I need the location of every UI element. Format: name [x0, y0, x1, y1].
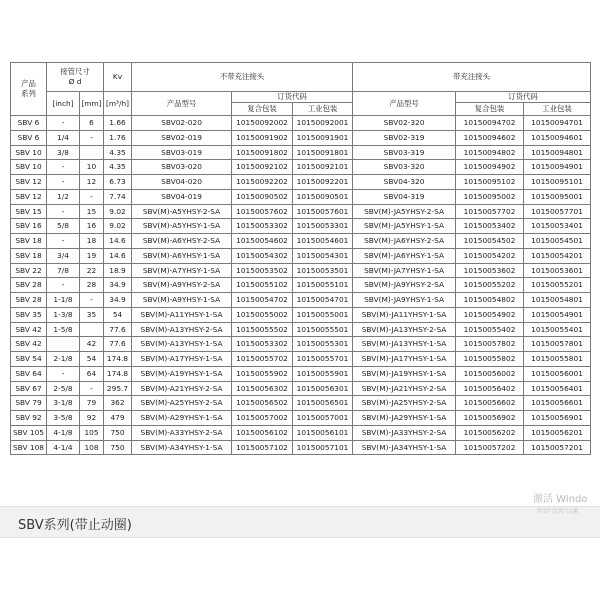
header-pipe-size: 接管尺寸 Ø d	[47, 63, 104, 92]
cell-multi-pack-no-port: 10150090502	[232, 189, 293, 204]
cell-inch: 4-1/8	[47, 425, 80, 440]
cell-multi-pack-with-port: 10150054902	[456, 307, 524, 322]
table-row	[11, 130, 591, 145]
cell-mm: 15	[80, 204, 104, 219]
cell-inch: 2-5/8	[47, 381, 80, 396]
table-row	[11, 204, 591, 219]
cell-mm: 42	[80, 337, 104, 352]
cell-mm: 64	[80, 366, 104, 381]
cell-model-no-port: SBV(M)-A6YHSY-2-SA	[132, 234, 232, 249]
cell-industrial-pack-no-port: 10150092201	[293, 175, 353, 190]
cell-multi-pack-no-port: 10150056502	[232, 396, 293, 411]
cell-kv: 18.9	[104, 263, 132, 278]
cell-model-with-port: SBV(M)-JA7YHSY-1-SA	[353, 263, 456, 278]
table-body	[11, 116, 591, 455]
cell-model-no-port: SBV(M)-A19YHSY-1-SA	[132, 366, 232, 381]
cell-series: SBV 10	[11, 160, 47, 175]
cell-model-with-port: SBV(M)-JA21YHSY-2-SA	[353, 381, 456, 396]
cell-multi-pack-with-port: 10150057202	[456, 440, 524, 455]
cell-mm: 28	[80, 278, 104, 293]
table-row	[11, 352, 591, 367]
header-kv-unit: [m³/h]	[104, 92, 132, 116]
cell-model-no-port: SBV(M)-A11YHSY-1-SA	[132, 307, 232, 322]
cell-industrial-pack-no-port: 10150056501	[293, 396, 353, 411]
cell-multi-pack-no-port: 10150057102	[232, 440, 293, 455]
cell-industrial-pack-with-port: 10150055801	[524, 352, 591, 367]
cell-model-no-port: SBV(M)-A33YHSY-2-SA	[132, 425, 232, 440]
cell-series: SBV 6	[11, 130, 47, 145]
cell-industrial-pack-no-port: 10150091801	[293, 145, 353, 160]
cell-mm: 35	[80, 307, 104, 322]
cell-series: SBV 92	[11, 411, 47, 426]
header-group-no-port: 不带充注接头	[132, 63, 353, 92]
table-row	[11, 116, 591, 131]
cell-model-with-port: SBV(M)-JA13YHSY-2-SA	[353, 322, 456, 337]
cell-mm: -	[80, 189, 104, 204]
table-row	[11, 396, 591, 411]
table-row	[11, 425, 591, 440]
cell-multi-pack-with-port: 10150057802	[456, 337, 524, 352]
cell-multi-pack-with-port: 10150055402	[456, 322, 524, 337]
cell-industrial-pack-no-port: 10150092101	[293, 160, 353, 175]
header-model-no-port: 产品型号	[132, 92, 232, 116]
caption-title: SBV系列(带止动圈)	[18, 518, 132, 533]
cell-inch: -	[47, 204, 80, 219]
cell-inch: -	[47, 116, 80, 131]
cell-kv: 750	[104, 440, 132, 455]
cell-model-with-port: SBV(M)-JA6YHSY-1-SA	[353, 248, 456, 263]
cell-model-no-port: SBV(M)-A5YHSY-2-SA	[132, 204, 232, 219]
cell-industrial-pack-with-port: 10150055401	[524, 322, 591, 337]
cell-industrial-pack-no-port: 10150055701	[293, 352, 353, 367]
cell-series: SBV 79	[11, 396, 47, 411]
cell-inch: 1-3/8	[47, 307, 80, 322]
table-row	[11, 411, 591, 426]
cell-industrial-pack-no-port: 10150057001	[293, 411, 353, 426]
cell-kv: 6.73	[104, 175, 132, 190]
cell-mm: 18	[80, 234, 104, 249]
cell-multi-pack-with-port: 10150054202	[456, 248, 524, 263]
cell-multi-pack-no-port: 10150092202	[232, 175, 293, 190]
cell-industrial-pack-with-port: 10150094901	[524, 160, 591, 175]
cell-model-with-port: SBV(M)-JA5YHSY-1-SA	[353, 219, 456, 234]
cell-kv: 1.66	[104, 116, 132, 131]
cell-inch: -	[47, 278, 80, 293]
cell-multi-pack-no-port: 10150054302	[232, 248, 293, 263]
cell-industrial-pack-with-port: 10150057801	[524, 337, 591, 352]
cell-kv: 9.02	[104, 204, 132, 219]
header-order-code-with-port: 订货代码	[456, 92, 591, 103]
cell-multi-pack-no-port: 10150091902	[232, 130, 293, 145]
cell-model-with-port: SBV03-320	[353, 160, 456, 175]
cell-model-with-port: SBV03-319	[353, 145, 456, 160]
cell-multi-pack-no-port: 10150057602	[232, 204, 293, 219]
cell-model-with-port: SBV(M)-JA34YHSY-1-SA	[353, 440, 456, 455]
cell-industrial-pack-with-port: 10150054901	[524, 307, 591, 322]
cell-inch: 3-5/8	[47, 411, 80, 426]
table-row	[11, 381, 591, 396]
table-row	[11, 219, 591, 234]
cell-inch: 5/8	[47, 219, 80, 234]
table-row	[11, 248, 591, 263]
cell-model-no-port: SBV(M)-A13YHSY-2-SA	[132, 322, 232, 337]
cell-multi-pack-no-port: 10150092002	[232, 116, 293, 131]
cell-model-no-port: SBV(M)-A34YHSY-1-SA	[132, 440, 232, 455]
cell-multi-pack-no-port: 10150055702	[232, 352, 293, 367]
cell-mm: 92	[80, 411, 104, 426]
cell-model-no-port: SBV(M)-A9YHSY-2-SA	[132, 278, 232, 293]
cell-multi-pack-no-port: 10150054602	[232, 234, 293, 249]
table-row	[11, 278, 591, 293]
cell-industrial-pack-no-port: 10150055501	[293, 322, 353, 337]
cell-industrial-pack-with-port: 10150056601	[524, 396, 591, 411]
table-row	[11, 322, 591, 337]
cell-industrial-pack-with-port: 10150094601	[524, 130, 591, 145]
cell-kv: 9.02	[104, 219, 132, 234]
cell-industrial-pack-with-port: 10150095001	[524, 189, 591, 204]
header-kv: Kv	[104, 63, 132, 92]
cell-mm: -	[80, 130, 104, 145]
header-industrial-pack-with-port: 工业包装	[524, 103, 591, 116]
cell-model-with-port: SBV(M)-JA6YHSY-2-SA	[353, 234, 456, 249]
cell-multi-pack-with-port: 10150055802	[456, 352, 524, 367]
cell-industrial-pack-no-port: 10150092001	[293, 116, 353, 131]
table-row	[11, 337, 591, 352]
cell-kv: 362	[104, 396, 132, 411]
cell-industrial-pack-with-port: 10150056001	[524, 366, 591, 381]
cell-series: SBV 15	[11, 204, 47, 219]
cell-industrial-pack-no-port: 10150054601	[293, 234, 353, 249]
cell-kv: 34.9	[104, 278, 132, 293]
cell-kv: 77.6	[104, 337, 132, 352]
cell-inch: 2-1/8	[47, 352, 80, 367]
cell-model-no-port: SBV(M)-A13YHSY-1-SA	[132, 337, 232, 352]
watermark-subtitle: 转到"设置"以激	[537, 508, 579, 515]
cell-industrial-pack-with-port: 10150094701	[524, 116, 591, 131]
cell-multi-pack-with-port: 10150094702	[456, 116, 524, 131]
cell-series: SBV 28	[11, 293, 47, 308]
cell-inch: 3-1/8	[47, 396, 80, 411]
cell-industrial-pack-with-port: 10150054501	[524, 234, 591, 249]
cell-model-no-port: SBV03-020	[132, 160, 232, 175]
cell-model-no-port: SBV(M)-A29YHSY-1-SA	[132, 411, 232, 426]
cell-inch: 4-1/4	[47, 440, 80, 455]
header-mm: [mm]	[80, 92, 104, 116]
header-inch: [inch]	[47, 92, 80, 116]
cell-industrial-pack-with-port: 10150056201	[524, 425, 591, 440]
cell-kv: 750	[104, 425, 132, 440]
header-product-series: 产品 系列	[11, 63, 47, 116]
header-multi-pack-with-port: 复合包装	[456, 103, 524, 116]
cell-inch: 3/8	[47, 145, 80, 160]
cell-industrial-pack-no-port: 10150056301	[293, 381, 353, 396]
cell-model-no-port: SBV(M)-A5YHSY-1-SA	[132, 219, 232, 234]
cell-series: SBV 10	[11, 145, 47, 160]
cell-model-with-port: SBV(M)-JA5YHSY-2-SA	[353, 204, 456, 219]
cell-model-with-port: SBV(M)-JA9YHSY-1-SA	[353, 293, 456, 308]
cell-kv: 77.6	[104, 322, 132, 337]
cell-industrial-pack-no-port: 10150091901	[293, 130, 353, 145]
cell-multi-pack-with-port: 10150095002	[456, 189, 524, 204]
cell-multi-pack-no-port: 10150056102	[232, 425, 293, 440]
cell-kv: 295.7	[104, 381, 132, 396]
cell-industrial-pack-no-port: 10150057601	[293, 204, 353, 219]
cell-multi-pack-no-port: 10150055102	[232, 278, 293, 293]
cell-inch: -	[47, 366, 80, 381]
cell-series: SBV 12	[11, 189, 47, 204]
cell-inch: -	[47, 175, 80, 190]
cell-series: SBV 16	[11, 219, 47, 234]
cell-multi-pack-no-port: 10150055902	[232, 366, 293, 381]
cell-industrial-pack-no-port: 10150053301	[293, 219, 353, 234]
cell-model-with-port: SBV(M)-JA33YHSY-2-SA	[353, 425, 456, 440]
cell-model-no-port: SBV(M)-A17YHSY-1-SA	[132, 352, 232, 367]
cell-multi-pack-with-port: 10150056202	[456, 425, 524, 440]
cell-industrial-pack-with-port: 10150053601	[524, 263, 591, 278]
table-row	[11, 263, 591, 278]
table-row	[11, 189, 591, 204]
cell-multi-pack-no-port: 10150054702	[232, 293, 293, 308]
cell-kv: 174.8	[104, 352, 132, 367]
cell-model-no-port: SBV04-020	[132, 175, 232, 190]
cell-inch: -	[47, 234, 80, 249]
cell-industrial-pack-no-port: 10150055101	[293, 278, 353, 293]
cell-multi-pack-with-port: 10150055202	[456, 278, 524, 293]
cell-model-with-port: SBV04-320	[353, 175, 456, 190]
cell-model-no-port: SBV(M)-A6YHSY-1-SA	[132, 248, 232, 263]
cell-inch: 1-5/8	[47, 322, 80, 337]
table-row	[11, 234, 591, 249]
cell-model-no-port: SBV(M)-A21YHSY-2-SA	[132, 381, 232, 396]
cell-industrial-pack-no-port: 10150055301	[293, 337, 353, 352]
cell-model-no-port: SBV04-019	[132, 189, 232, 204]
cell-inch: 7/8	[47, 263, 80, 278]
cell-multi-pack-with-port: 10150056602	[456, 396, 524, 411]
cell-multi-pack-with-port: 10150053602	[456, 263, 524, 278]
cell-multi-pack-no-port: 10150053502	[232, 263, 293, 278]
cell-multi-pack-no-port: 10150053302	[232, 219, 293, 234]
cell-series: SBV 18	[11, 248, 47, 263]
cell-mm: 12	[80, 175, 104, 190]
cell-multi-pack-no-port: 10150091802	[232, 145, 293, 160]
cell-series: SBV 35	[11, 307, 47, 322]
table-row	[11, 160, 591, 175]
table-row	[11, 366, 591, 381]
cell-mm: 16	[80, 219, 104, 234]
cell-model-no-port: SBV(M)-A25YHSY-2-SA	[132, 396, 232, 411]
cell-multi-pack-with-port: 10150056002	[456, 366, 524, 381]
cell-multi-pack-with-port: 10150095102	[456, 175, 524, 190]
cell-multi-pack-with-port: 10150094902	[456, 160, 524, 175]
cell-series: SBV 54	[11, 352, 47, 367]
cell-mm: 22	[80, 263, 104, 278]
cell-mm: 10	[80, 160, 104, 175]
cell-industrial-pack-no-port: 10150090501	[293, 189, 353, 204]
cell-industrial-pack-with-port: 10150054801	[524, 293, 591, 308]
cell-mm	[80, 145, 104, 160]
cell-mm: 6	[80, 116, 104, 131]
cell-inch: -	[47, 160, 80, 175]
cell-kv: 1.76	[104, 130, 132, 145]
cell-kv: 479	[104, 411, 132, 426]
cell-series: SBV 18	[11, 234, 47, 249]
cell-kv: 4.35	[104, 145, 132, 160]
cell-series: SBV 42	[11, 322, 47, 337]
table-row	[11, 307, 591, 322]
cell-series: SBV 28	[11, 278, 47, 293]
cell-mm	[80, 322, 104, 337]
cell-series: SBV 6	[11, 116, 47, 131]
cell-inch: 1/4	[47, 130, 80, 145]
cell-multi-pack-with-port: 10150094602	[456, 130, 524, 145]
table-row	[11, 145, 591, 160]
cell-multi-pack-no-port: 10150057002	[232, 411, 293, 426]
cell-model-with-port: SBV02-320	[353, 116, 456, 131]
cell-multi-pack-no-port: 10150053302	[232, 337, 293, 352]
cell-multi-pack-no-port: 10150055502	[232, 322, 293, 337]
cell-industrial-pack-no-port: 10150055901	[293, 366, 353, 381]
cell-model-with-port: SBV04-319	[353, 189, 456, 204]
cell-series: SBV 67	[11, 381, 47, 396]
table-row	[11, 175, 591, 190]
cell-industrial-pack-with-port: 10150057701	[524, 204, 591, 219]
header-multi-pack-no-port: 复合包装	[232, 103, 293, 116]
cell-series: SBV 22	[11, 263, 47, 278]
cell-model-no-port: SBV02-019	[132, 130, 232, 145]
cell-inch: 3/4	[47, 248, 80, 263]
cell-inch: 1/2	[47, 189, 80, 204]
watermark-title: 激活 Windo	[533, 494, 588, 505]
cell-industrial-pack-no-port: 10150057101	[293, 440, 353, 455]
cell-kv: 14.6	[104, 248, 132, 263]
cell-mm: -	[80, 293, 104, 308]
cell-kv: 7.74	[104, 189, 132, 204]
cell-model-with-port: SBV(M)-JA17YHSY-1-SA	[353, 352, 456, 367]
caption-bar	[0, 506, 600, 538]
cell-multi-pack-with-port: 10150057702	[456, 204, 524, 219]
cell-industrial-pack-no-port: 10150053501	[293, 263, 353, 278]
cell-industrial-pack-with-port: 10150094801	[524, 145, 591, 160]
cell-model-with-port: SBV(M)-JA9YHSY-2-SA	[353, 278, 456, 293]
cell-mm: -	[80, 381, 104, 396]
cell-series: SBV 12	[11, 175, 47, 190]
cell-industrial-pack-no-port: 10150056101	[293, 425, 353, 440]
cell-series: SBV 108	[11, 440, 47, 455]
cell-kv: 54	[104, 307, 132, 322]
cell-multi-pack-with-port: 10150053402	[456, 219, 524, 234]
header-order-code-no-port: 订货代码	[232, 92, 353, 103]
cell-multi-pack-no-port: 10150092102	[232, 160, 293, 175]
cell-industrial-pack-with-port: 10150056401	[524, 381, 591, 396]
cell-industrial-pack-with-port: 10150056901	[524, 411, 591, 426]
cell-multi-pack-with-port: 10150056902	[456, 411, 524, 426]
header-group-with-port: 带充注接头	[353, 63, 591, 92]
header-model-with-port: 产品型号	[353, 92, 456, 116]
table-row	[11, 293, 591, 308]
cell-model-no-port: SBV02-020	[132, 116, 232, 131]
cell-model-with-port: SBV(M)-JA19YHSY-1-SA	[353, 366, 456, 381]
cell-industrial-pack-with-port: 10150055201	[524, 278, 591, 293]
cell-industrial-pack-no-port: 10150054701	[293, 293, 353, 308]
cell-model-with-port: SBV(M)-JA13YHSY-1-SA	[353, 337, 456, 352]
cell-multi-pack-with-port: 10150054502	[456, 234, 524, 249]
cell-model-with-port: SBV(M)-JA29YHSY-1-SA	[353, 411, 456, 426]
cell-multi-pack-with-port: 10150056402	[456, 381, 524, 396]
cell-model-with-port: SBV(M)-JA25YHSY-2-SA	[353, 396, 456, 411]
cell-model-no-port: SBV03-019	[132, 145, 232, 160]
cell-kv: 174.8	[104, 366, 132, 381]
cell-mm: 79	[80, 396, 104, 411]
cell-model-with-port: SBV02-319	[353, 130, 456, 145]
cell-model-no-port: SBV(M)-A9YHSY-1-SA	[132, 293, 232, 308]
cell-inch: 1-1/8	[47, 293, 80, 308]
cell-model-no-port: SBV(M)-A7YHSY-1-SA	[132, 263, 232, 278]
cell-series: SBV 105	[11, 425, 47, 440]
cell-multi-pack-no-port: 10150055002	[232, 307, 293, 322]
cell-series: SBV 64	[11, 366, 47, 381]
cell-kv: 4.35	[104, 160, 132, 175]
cell-industrial-pack-with-port: 10150057201	[524, 440, 591, 455]
cell-multi-pack-no-port: 10150056302	[232, 381, 293, 396]
cell-multi-pack-with-port: 10150054802	[456, 293, 524, 308]
spec-table	[10, 62, 591, 455]
cell-mm: 54	[80, 352, 104, 367]
cell-mm: 108	[80, 440, 104, 455]
cell-industrial-pack-no-port: 10150055001	[293, 307, 353, 322]
cell-inch	[47, 337, 80, 352]
cell-mm: 105	[80, 425, 104, 440]
cell-multi-pack-with-port: 10150094802	[456, 145, 524, 160]
cell-industrial-pack-with-port: 10150095101	[524, 175, 591, 190]
table-row	[11, 440, 591, 455]
cell-model-with-port: SBV(M)-JA11YHSY-1-SA	[353, 307, 456, 322]
cell-industrial-pack-no-port: 10150054301	[293, 248, 353, 263]
cell-kv: 14.6	[104, 234, 132, 249]
cell-series: SBV 42	[11, 337, 47, 352]
cell-industrial-pack-with-port: 10150053401	[524, 219, 591, 234]
cell-mm: 19	[80, 248, 104, 263]
cell-industrial-pack-with-port: 10150054201	[524, 248, 591, 263]
cell-kv: 34.9	[104, 293, 132, 308]
header-industrial-pack-no-port: 工业包装	[293, 103, 353, 116]
